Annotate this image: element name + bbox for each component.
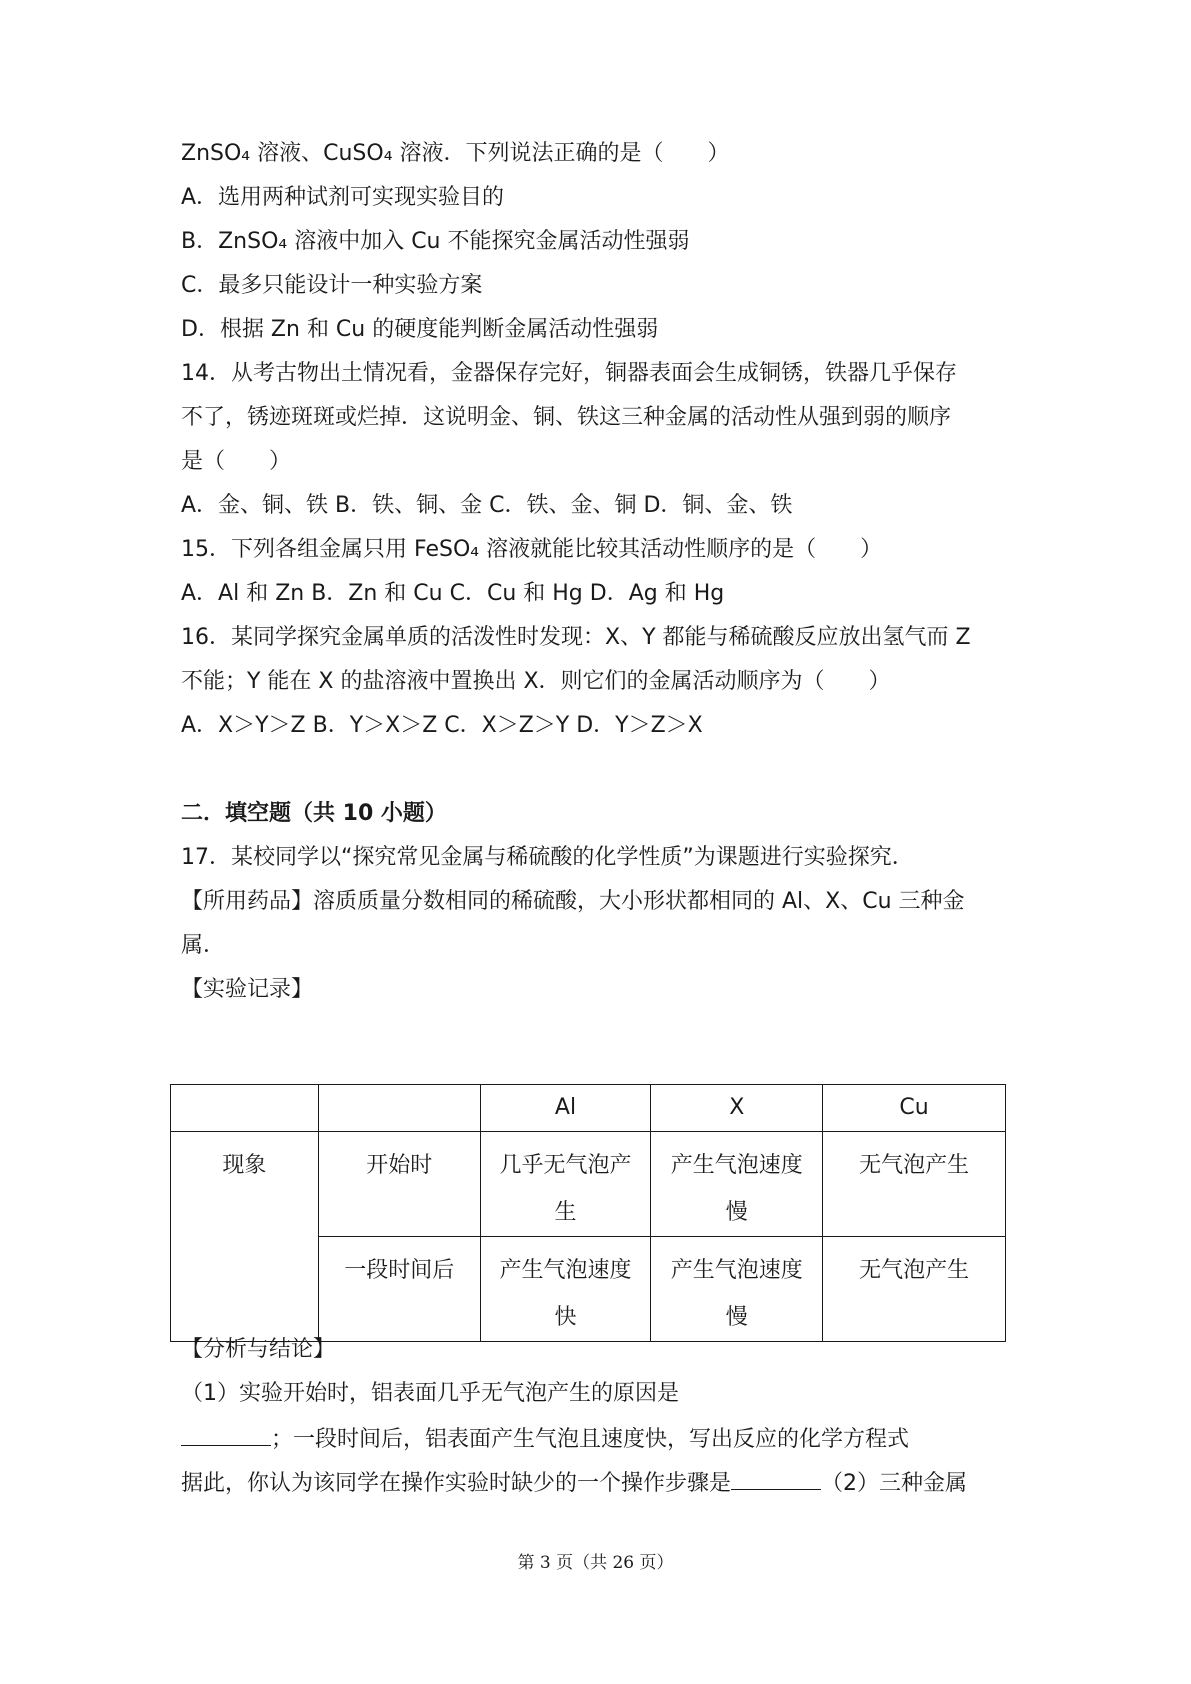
answer-blank — [731, 1467, 821, 1490]
table-cell: 一段时间后 — [318, 1237, 480, 1342]
question-line — [181, 1467, 967, 1499]
table-header-cell: Al — [480, 1085, 651, 1132]
table-cell — [651, 1237, 823, 1342]
line-text: 据此，你认为该同学在操作实验时缺少的一个操作步骤是 — [181, 1471, 732, 1496]
question-line: 【所用药品】溶质质量分数相同的稀硫酸，大小形状都相同的 Al、X、Cu 三种金 — [181, 889, 965, 914]
table-header-cell — [318, 1085, 480, 1132]
option-line: D．根据 Zn 和 Cu 的硬度能判断金属活动性强弱 — [181, 317, 659, 342]
table-cell: 无气泡产生 — [823, 1132, 1006, 1237]
question-line: 是（ ） — [181, 449, 292, 474]
table-header-cell: X — [651, 1085, 823, 1132]
table-header-cell: Cu — [823, 1085, 1006, 1132]
text-line: ZnSO₄ 溶液、CuSO₄ 溶液．下列说法正确的是（ ） — [181, 141, 730, 166]
experiment-table — [170, 1084, 1006, 1342]
line-text: （2）三种金属 — [821, 1471, 968, 1496]
cell-text: 产生气泡速度 — [499, 1258, 632, 1283]
question-line: 17．某校同学以“探究常见金属与稀硫酸的化学性质”为课题进行实验探究． — [181, 845, 914, 870]
option-line: A．金、铜、铁 B．铁、铜、金 C．铁、金、铜 D．铜、金、铁 — [181, 493, 793, 518]
table-cell — [480, 1132, 651, 1237]
option-line: A．选用两种试剂可实现实验目的 — [181, 185, 505, 210]
question-line: （1）实验开始时，铝表面几乎无气泡产生的原因是 — [181, 1381, 679, 1406]
question-line: 15．下列各组金属只用 FeSO₄ 溶液就能比较其活动性顺序的是（ ） — [181, 537, 883, 562]
cell-text: 慢 — [725, 1200, 748, 1225]
cell-text: 产生气泡速度 — [670, 1153, 803, 1178]
section-label: 【实验记录】 — [181, 977, 314, 1002]
question-line: 不了，锈迹斑斑或烂掉．这说明金、铜、铁这三种金属的活动性从强到弱的顺序 — [181, 405, 952, 430]
cell-text: 慢 — [725, 1305, 748, 1330]
option-line: A．X＞Y＞Z B．Y＞X＞Z C．X＞Z＞Y D．Y＞Z＞X — [181, 713, 703, 738]
cell-text: 快 — [554, 1305, 577, 1330]
option-line: C．最多只能设计一种实验方案 — [181, 273, 483, 298]
table-cell: 现象 — [171, 1132, 319, 1342]
option-line: B．ZnSO₄ 溶液中加入 Cu 不能探究金属活动性强弱 — [181, 229, 690, 254]
cell-text: 生 — [554, 1200, 577, 1225]
table-cell — [651, 1132, 823, 1237]
table-cell — [480, 1237, 651, 1342]
cell-text: 几乎无气泡产 — [499, 1153, 632, 1178]
answer-blank — [181, 1423, 271, 1446]
option-line: A．Al 和 Zn B．Zn 和 Cu C．Cu 和 Hg D．Ag 和 Hg — [181, 581, 725, 606]
question-line: 14．从考古物出土情况看，金器保存完好，铜器表面会生成铜锈，铁器几乎保存 — [181, 361, 957, 386]
page-footer: 第 3 页（共 26 页） — [517, 1553, 674, 1573]
question-line: 不能；Y 能在 X 的盐溶液中置换出 X．则它们的金属活动顺序为（ ） — [181, 669, 891, 694]
table-header-row — [171, 1085, 1006, 1132]
question-line: 属． — [181, 933, 226, 958]
section-label: 【分析与结论】 — [181, 1337, 336, 1362]
table-cell: 无气泡产生 — [823, 1237, 1006, 1342]
question-line — [181, 1423, 909, 1455]
table-header-cell — [171, 1085, 319, 1132]
cell-text: 产生气泡速度 — [670, 1258, 803, 1283]
table-cell: 开始时 — [318, 1132, 480, 1237]
line-text: ；一段时间后，铝表面产生气泡且速度快，写出反应的化学方程式 — [271, 1427, 910, 1452]
question-line: 16．某同学探究金属单质的活泼性时发现：X、Y 都能与稀硫酸反应放出氢气而 Z — [181, 625, 971, 650]
table-row — [171, 1132, 1006, 1237]
section-title: 二．填空题（共 10 小题） — [181, 801, 447, 826]
